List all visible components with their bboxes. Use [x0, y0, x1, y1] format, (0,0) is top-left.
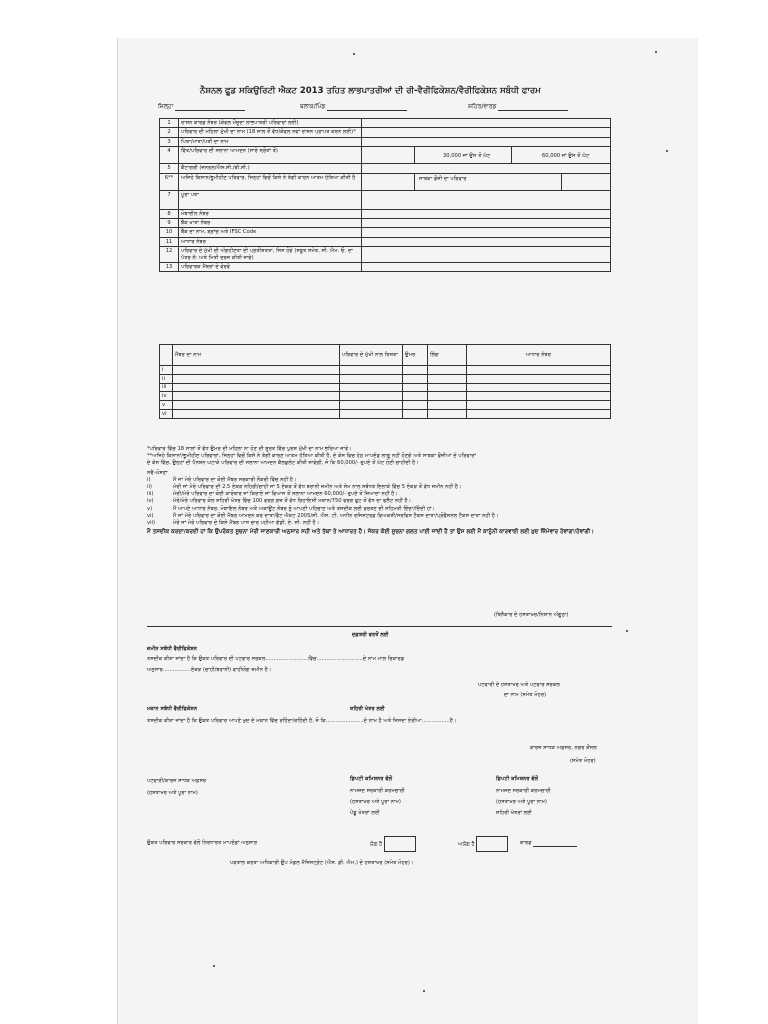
house-verification-title: ਮਕਾਨ ਸਬੰਧੀ ਵੈਰੀਫਿਕੇਸ਼ਨ	[147, 706, 198, 712]
table-row: ii	[160, 374, 611, 383]
details-table	[159, 118, 611, 272]
special-family-field[interactable]	[362, 173, 611, 190]
officer-1-sub: (ਹਸਤਾਖਰ ਅਤੇ ਪੂਰਾ ਨਾਮ)	[147, 790, 198, 796]
patwari-signature: ਪਟਵਾਰੀ ਦੇ ਹਸਤਾਖਰ ਅਤੇ ਪਟਵਾਰ ਸਰਕਲ	[478, 682, 560, 688]
table-row: 13 ਪਰਿਵਾਰਕ ਮੈਂਬਰਾਂ ਦੇ ਵੇਰਵੇ	[160, 263, 611, 272]
table-row: 2 ਪਰਿਵਾਰ ਦੀ ਮਹਿਲਾ ਮੁੱਖੀ ਦਾ ਨਾਮ (18 ਸਾਲ ਤੋਂ ਵੱਧ/ਕੇਵਲ ਨਵਾਂ ਰਾਸ਼ਨ ਪ੍ਰਾਪਤ ਕਰਨ ਲਈ)*	[160, 128, 611, 137]
mobile-field[interactable]	[362, 209, 611, 218]
bank-ifsc-field[interactable]	[362, 228, 611, 237]
ration-card-field[interactable]	[362, 119, 611, 128]
disability-field[interactable]	[362, 247, 611, 263]
table-row: 6** ਅਜਿਹੇ ਕਿਸਾਨ/ਭੂਮੀਹੀਣ ਪਰਿਵਾਰ, ਜਿਨ੍ਹਾਂ ਵਿਚੋਂ ਕਿਸੇ ਨੇ ਤੰਗੀ ਕਾਰਨ ਆਤਮ ਹੱਤਿਆ ਕੀਤੀ ਹੈ ਸਾਬਕਾ ਫੌਜੀ ਦਾ ਪਰਿਵਾਰ	[160, 173, 611, 190]
applicant-signature: (ਬਿਨੈਕਾਰ ਦੇ ਹਸਤਾਖਰ/ਨਿਸ਼ਾਨ ਅੰਗੂਠਾ)	[494, 612, 569, 618]
table-row: 8 ਮੋਬਾਈਲ ਨੰਬਰ	[160, 209, 611, 218]
divider	[147, 626, 612, 627]
paper-speck	[423, 990, 425, 992]
declaration-item: ii) ਮੇਰੀ ਜਾਂ ਮੇਰੇ ਪਰਿਵਾਰ ਦੀ 2.5 ਏਕੜ ਨਹਿਰੀ/ਚਾਹੀ ਜਾਂ 5 ਏਕੜ ਤੋਂ ਵੱਧ ਬਰਾਨੀ ਜ਼ਮੀਨ ਅਤੇ ਸੇਮ ਨਾਲ ਸਬੰਧਤ ਇਲਾਕੇ ਵਿੱਚ 5 ਏਕੜ ਤੋਂ ਵੱਧ ਜ਼ਮੀਨ ਨਹੀਂ ਹੈ।	[147, 484, 462, 491]
officer-1-title: ਪਟਵਾਰੀ/ਕਾਰਜ ਸਾਧਕ ਅਫ਼ਸਰ	[147, 778, 207, 784]
income-option-30000[interactable]: 30,000 ਜਾਂ ਉਸ ਤੋਂ ਘੱਟ	[414, 147, 511, 163]
form-title: ਨੈਸ਼ਨਲ ਫੂਡ ਸਕਿਉਰਿਟੀ ਐਕਟ 2013 ਤਹਿਤ ਲਾਭਪਾਤਰੀਆਂ ਦੀ ਰੀ-ਵੈਰੀਫਿਕੇਸ਼ਨ/ਵੈਰੀਫਿਕੇਸ਼ਨ ਸਬੰਧੀ ਫਾਰਮ	[200, 86, 541, 96]
table-row: vi	[160, 409, 611, 418]
members-table	[159, 344, 611, 419]
paper-speck	[655, 51, 657, 53]
table-row: 4 ਵਿੱਤ/ਪਰਿਵਾਰ ਦੀ ਸਲਾਨਾ ਆਮਦਨ (ਸਾਰੇ ਸ੍ਰੋਤਾਂ ਤੋਂ) 30,000 ਜਾਂ ਉਸ ਤੋਂ ਘੱਟ 60,000 ਜਾਂ ਉਸ ਤੋਂ ਘੱਟ	[160, 147, 611, 164]
officer-2-title: ਡਿਪਟੀ ਕਮਿਸ਼ਨਰ ਵੱਲੋਂ	[350, 776, 393, 782]
officer-3-title: ਡਿਪਟੀ ਕਮਿਸ਼ਨਰ ਵੱਲੋਂ	[496, 776, 539, 782]
ineligible-checkbox[interactable]: ਅਯੋਗ ਹੈ	[458, 836, 508, 852]
footer-note: ਪੜਤਾਲ ਕਰਤਾ ਅਧਿਕਾਰੀ ਉਪ ਮੰਡਲ ਮੈਜਿਸਟ੍ਰੇਟ (ਐਸ. ਡੀ. ਐਮ.) ਦੇ ਹਸਤਾਖਰ (ਸਮੇਤ ਮੋਹਰ)।	[230, 860, 414, 866]
office-use-title: ਦਫ਼ਤਰੀ ਵਰਤੋਂ ਲਈ	[352, 632, 389, 638]
notes-section	[147, 446, 617, 536]
table-row: ਮੈਂਬਰ ਦਾ ਨਾਮ ਪਰਿਵਾਰ ਦੇ ਮੁੱਖੀ ਨਾਲ ਰਿਸ਼ਤਾ ਉਮਰ ਲਿੰਗ ਆਧਾਰ ਨੰਬਰ	[160, 345, 611, 366]
paper-speck	[353, 53, 355, 55]
land-verification-text: ਤਸਦੀਕ ਕੀਤਾ ਜਾਂਦਾ ਹੈ ਕਿ ਉਕਤ ਪਰਿਵਾਰ ਦੀ ਪਟਵਾਰ ਸਰਕਲ..........................ਵਿੱਚ............................ਦੇ ਨਾਮ ਮਾਲ ਰਿਕਾਰਡ	[147, 656, 405, 662]
declaration-title: ਸਵੈ-ਘੋਸ਼ਣਾ	[147, 469, 168, 476]
table-row: 1 ਰਾਸ਼ਨ ਕਾਰਡ ਨੰਬਰ (ਕੇਵਲ ਮੌਜੂਦਾ ਲਾਭਪਾਤਰੀ ਪਰਿਵਾਰਾਂ ਲਈ)	[160, 119, 611, 128]
note-2: **ਅਜਿਹੇ ਕਿਸਾਨਾਂ/ਭੂਮੀਹੀਣ ਪਰਿਵਾਰਾਂ, ਜਿਨ੍ਹਾਂ ਵਿਚੋਂ ਕਿਸੇ ਨੇ ਤੰਗੀ ਕਾਰਣ ਆਤਮ ਹੱਤਿਆ ਕੀਤੀ ਹੈ, ਦੇ ਕੇਸ ਵਿਚ ਹੇਠ ਮਾਪਦੰਡ ਲਾਗੂ ਨਹੀਂ ਹੋਣਗੇ ਅਤੇ ਸਾਬਕਾ ਫੌਜੀਆਂ ਦੇ ਪਰਿਵਾਰਾਂ	[147, 453, 476, 460]
income-option-60000[interactable]: 60,000 ਜਾਂ ਉਸ ਤੋਂ ਘੱਟ	[511, 147, 610, 163]
ex-servicemen-option[interactable]: ਸਾਬਕਾ ਫੌਜੀ ਦਾ ਪਰਿਵਾਰ	[414, 174, 561, 190]
note-3: ਦੇ ਕੇਸ ਵਿੱਚ, ਉਨ੍ਹਾਂ ਦੀ ਪੈਨਸ਼ਨ ਘਟਾਕੇ ਪਰਿਵਾਰ ਦੀ ਸਲਾਨਾ ਆਮਦਨ ਕੈਲਕੁਲੇਟ ਕੀਤੀ ਜਾਵੇਗੀ, ਜੋ ਕਿ 60,000/- ਰੁਪਏ ਤੋਂ ਘੱਟ ਹੋਣੀ ਚਾਹੀਦੀ ਹੈ।	[147, 460, 419, 467]
district-field[interactable]: ਜ਼ਿਲ੍ਹਾ	[158, 103, 245, 111]
executive-officer-seal: (ਸਮੇਤ ਮੋਹਰ)	[570, 758, 596, 764]
category-field[interactable]	[362, 164, 611, 173]
declaration-item: vii) ਮੇਰੇ ਜਾਂ ਮੇਰੇ ਪਰਿਵਾਰ ਦੇ ਕਿਸੇ ਮੈਂਬਰ ਪਾਸ ਚਾਰ ਪਹੀਆ ਗੱਡੀ, ਏ. ਸੀ. ਨਹੀਂ ਹੈ।	[147, 520, 320, 527]
card-field[interactable]: ਕਾਰਡ	[520, 840, 577, 847]
table-row: 12 ਪਰਿਵਾਰ ਦੇ ਮੁੱਖੀ ਦੀ ਅੰਗਹੀਣਤਾ ਦੀ ਪ੍ਰਤੀਸ਼ਤਤਾ, ਜਿਸ ਹੋਵੇ (ਸਬੂਤ ਸਮੇਤ, ਸੀ. ਐਮ. ਓ. ਦਾ ਪੱਤਰ ਨੱ: ਅਤੇ ਮਿਤੀ ਦਰਜ ਕੀਤੀ ਜਾਵੇ)	[160, 247, 611, 263]
house-verification-text: ਤਸਦੀਕ ਕੀਤਾ ਜਾਂਦਾ ਹੈ ਕਿ ਉਕਤ ਪਰਿਵਾਰ ਆਪਣੇ ਖੁਦ ਦੇ ਮਕਾਨ ਵਿੱਚ ਰਹਿੰਦਾ/ਰਹਿੰਦੀ ਹੈ, ਜੋ ਕਿ.......................ਦੇ ਨਾਮ ਹੈ ਅਤੇ ਜਿਸਦਾ ਏਰੀਆ.................ਹੈ।	[147, 718, 457, 724]
table-row: 10 ਬੈਂਕ ਦਾ ਨਾਮ, ਬ੍ਰਾਂਚ ਅਤੇ IFSC Code	[160, 228, 611, 237]
paper-speck	[626, 630, 628, 632]
declaration-item: i) ਮੈਂ ਜਾਂ ਮੇਰੇ ਪਰਿਵਾਰ ਦਾ ਕੋਈ ਮੈਂਬਰ ਸਰਕਾਰੀ ਨੌਕਰੀ ਵਿੱਚ ਨਹੀਂ ਹੈ।	[147, 476, 297, 483]
executive-officer-signature: ਕਾਰਜ ਸਾਧਕ ਅਫ਼ਸਰ, ਨਗਰ ਕੌਂਸਲ	[530, 745, 597, 751]
ward-field[interactable]: ਸ਼ਹਿਰ/ਵਾਰਡ	[468, 103, 568, 111]
table-row: iv	[160, 392, 611, 401]
declaration-item: iv) ਮੇਰੇ/ਮੇਰੇ ਪਰਿਵਾਰ ਕੋਲ ਸ਼ਹਿਰੀ ਖੇਤਰ ਵਿੱਚ 100 ਵਰਗ ਗਜ਼ ਤੋਂ ਵੱਧ ਰਿਹਾਇਸ਼ੀ ਮਕਾਨ/750 ਵਰਗ ਫੁਟ ਤੋਂ ਵੱਧ ਦਾ ਫਲੈਟ ਨਹੀਂ ਹੈ।	[147, 498, 412, 505]
table-row: i	[160, 366, 611, 375]
declaration-item: iii) ਮੇਰੀ/ਮੇਰੇ ਪਰਿਵਾਰ ਦਾ ਕੋਈ ਕਾਰੋਬਾਰ ਜਾਂ ਕਿਰਾਏ ਜਾਂ ਵਿਆਜ ਤੋਂ ਸਲਾਨਾ ਆਮਦਨ 60,000/- ਰੁਪਏ ਤੋਂ ਜ਼ਿਆਦਾ ਨਹੀਂ ਹੈ।	[147, 491, 398, 498]
paper-speck	[666, 150, 668, 152]
declaration-item: vi) ਮੈਂ ਜਾਂ ਮੇਰੇ ਪਰਿਵਾਰ ਦਾ ਕੋਈ ਮੈਂਬਰ ਆਮਦਨ ਕਰ ਦਾਤਾ/ਵੈਟ ਐਕਟ 2005/ਸੀ. ਐਸ. ਟੀ. ਅਧੀਨ ਰਜਿਸਟਰਡ ਵਿਅਕਤੀ/ਸਰਵਿਸ ਟੈਕਸ ਦਾਤਾ/ਪ੍ਰੋਫੈਸ਼ਨਲ ਟੈਕਸ ਦਾਤਾ ਨਹੀਂ ਹੈ।	[147, 512, 499, 519]
table-row: iii	[160, 383, 611, 392]
parent-name-field[interactable]	[362, 137, 611, 146]
note-1: *ਪਰਿਵਾਰ ਵਿੱਚ 18 ਸਾਲਾਂ ਤੋਂ ਵੱਧ ਉਮਰ ਦੀ ਮਹਿਲਾ ਨਾ ਹੋਣ ਦੀ ਸੂਰਤ ਵਿੱਚ ਪੁਰਸ਼ ਮੁੱਖੀ ਦਾ ਨਾਮ ਭਰਿਆ ਜਾਵੇ।	[147, 446, 352, 452]
table-row: 5 ਕੈਟਾਗਰੀ (ਜਨਰਲ/ਐਸ.ਸੀ./ਬੀ.ਸੀ.)	[160, 164, 611, 173]
aadhaar-field[interactable]	[362, 237, 611, 246]
patwari-name: ਦਾ ਨਾਮ (ਸਮੇਤ ਮੋਹਰ)	[504, 692, 547, 698]
eligibility-label: ਉਕਤ ਪਰਿਵਾਰ ਸਰਕਾਰ ਵੱਲੋਂ ਨਿਰਧਾਰਤ ਮਾਪਦੰਡਾਂ ਅਨੁਸਾਰ	[147, 840, 258, 846]
land-verification-text-2: ਅਨੁਸਾਰ.................ਏਕੜ (ਚਾਹੀ/ਬਰਾਨੀ) ਵਾਹੀਯੋਗ ਜ਼ਮੀਨ ਹੈ।	[147, 667, 272, 673]
eligible-checkbox[interactable]: ਯੋਗ ਹੈ	[370, 836, 416, 852]
head-name-field[interactable]	[362, 128, 611, 137]
land-verification-title: ਜ਼ਮੀਨ ਸਬੰਧੀ ਵੈਰੀਫਿਕੇਸ਼ਨ	[147, 646, 198, 652]
bank-account-field[interactable]	[362, 219, 611, 228]
declaration-item: v) ਮੈਂ ਆਪਣੇ ਆਧਾਰ ਨੰਬਰ, ਮੋਬਾਇਲ ਨੰਬਰ ਅਤੇ ਅਕਾਊਂਟ ਨੰਬਰ ਨੂੰ ਆਪਣੀ ਪਹਿਚਾਣ ਅਤੇ ਤਸਦੀਕ ਲਈ ਵਰਤਣ ਦੀ ਸਹਿਮਤੀ ਦਿੰਦਾ/ਦਿੰਦੀ ਹਾਂ।	[147, 505, 435, 512]
affirmation-text: ਮੈਂ ਤਸਦੀਕ ਕਰਦਾ/ਕਰਦੀ ਹਾਂ ਕਿ ਉਪਰੋਕਤ ਸੂਚਨਾ ਮੇਰੀ ਜਾਣਕਾਰੀ ਅਨੁਸਾਰ ਸਹੀ ਅਤੇ ਤੱਥਾਂ ਤੇ ਆਧਾਰਤ ਹੈ। ਜੇਕਰ ਕੋਈ ਸੂਚਨਾ ਗਲਤ ਪਾਈ ਜਾਂਦੀ ਹੈ ਤਾਂ ਉਸ ਲਈ ਮੈਂ ਕਾਨੂੰਨੀ ਕਾਰਵਾਈ ਲਈ ਖ਼ੁਦ ਜ਼ਿੰਮੇਵਾਰ ਹੋਵਾਂਗਾ/ਹੋਵਾਂਗੀ।	[147, 529, 595, 536]
table-row: 9 ਬੈਂਕ ਖਾਤਾ ਨੰਬਰ	[160, 219, 611, 228]
table-row: 11 ਆਧਾਰ ਨੰਬਰ	[160, 237, 611, 246]
paper-speck	[213, 965, 215, 967]
income-field[interactable]	[362, 147, 611, 164]
table-row: v	[160, 401, 611, 410]
block-field[interactable]: ਬਲਾਕ/ਪਿੰਡ	[300, 103, 407, 111]
table-row: 7 ਪੂਰਾ ਪਤਾ	[160, 190, 611, 209]
address-field[interactable]	[362, 190, 611, 209]
table-row: 3 ਪਿਤਾ/ਮਾਤਾ/ਪਤੀ ਦਾ ਨਾਮ	[160, 137, 611, 146]
urban-use-label: ਸ਼ਹਿਰੀ ਖੇਤਰ ਲਈ	[350, 706, 385, 712]
